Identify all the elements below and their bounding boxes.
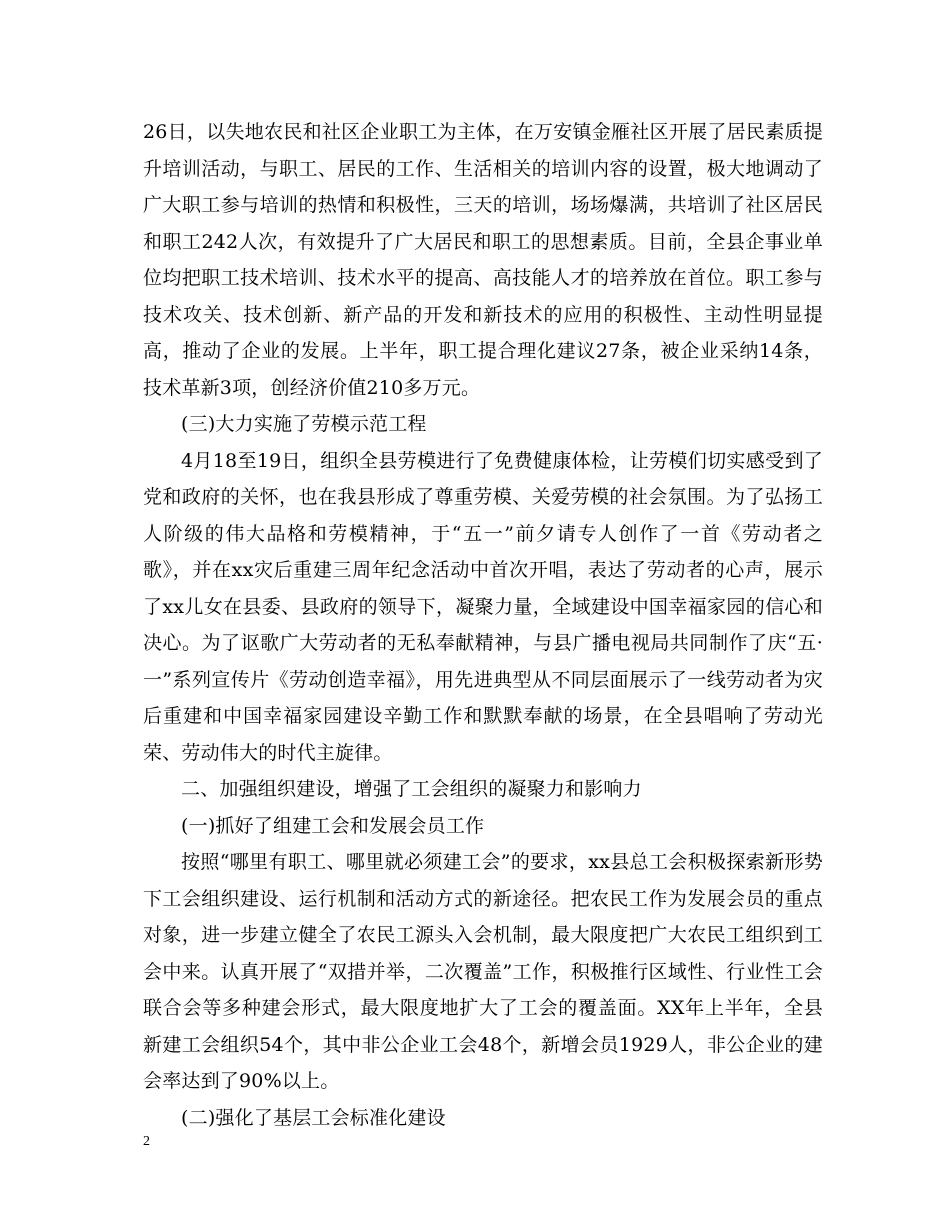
heading-organization-building: 二、加强组织建设，增强了工会组织的凝聚力和影响力 <box>181 778 642 800</box>
paragraph-training: 26日，以失地农民和社区企业职工为主体，在万安镇金雁社区开展了居民素质提升培训活动，与职工、居民的工作、生活相关的培训内容的设置，极大地调动了广大职工参与培训的热情和积极性，三天的培训，场场爆满，共培训了社区居民和职工242人次，有效提升了广大居民和职工的思想素质。目前，全县企事业单位均把职工技术培训、技术水平的提高、高技能人才的培养放在首位。职工参与技术攻关、技术创新、新产品的开发和新技术的应用的积极性、主动性明显提高，推动了企业的发展。上半年，职工提合理化建议27条，被企业采纳14条，技术革新3项，创经济价值210多万元。 <box>143 121 823 399</box>
document-body <box>143 114 823 1136</box>
heading-model-worker-project: (三)大力实施了劳模示范工程 <box>181 413 427 435</box>
heading-union-membership: (一)抓好了组建工会和发展会员工作 <box>181 814 485 837</box>
paragraph-union-membership: 按照“哪里有职工、哪里就必须建工会”的要求，xx县总工会积极探索新形势下工会组织建设、运行机制和活动方式的新途径。把农民工作为发展会员的重点对象，进一步建立健全了农民工源头入会机制，最大限度把广大农民工组织到工会中来。认真开展了“双措并举，二次覆盖”工作，积极推行区域性、行业性工会联合会等多种建会形式，最大限度地扩大了工会的覆盖面。XX年上半年，全县新建工会组织54个，其中非公企业工会48个，新增会员1929人，非公企业的建会率达到了90%以上。 <box>143 851 823 1092</box>
page-number: 2 <box>143 1134 150 1149</box>
heading-grassroots-standardization: (二)强化了基层工会标准化建设 <box>181 1106 446 1129</box>
paragraph-model-workers: 4月18至19日，组织全县劳模进行了免费健康体检，让劳模们切实感受到了党和政府的关怀，也在我县形成了尊重劳模、关爱劳模的社会氛围。为了弘扬工人阶级的伟大品格和劳模精神，于“五一”前夕请专人创作了一首《劳动者之歌》，并在xx灾后重建三周年纪念活动中首次开唱，表达了劳动者的心声，展示了xx儿女在县委、县政府的领导下，凝聚力量，全域建设中国幸福家园的信心和决心。为了讴歌广大劳动者的无私奉献精神，与县广播电视局共同制作了庆“五·一”系列宣传片《劳动创造幸福》，用先进典型从不同层面展示了一线劳动者为灾后重建和中国幸福家园建设辛勤工作和默默奉献的场景，在全县唱响了劳动光荣、劳动伟大的时代主旋律。 <box>143 449 823 764</box>
